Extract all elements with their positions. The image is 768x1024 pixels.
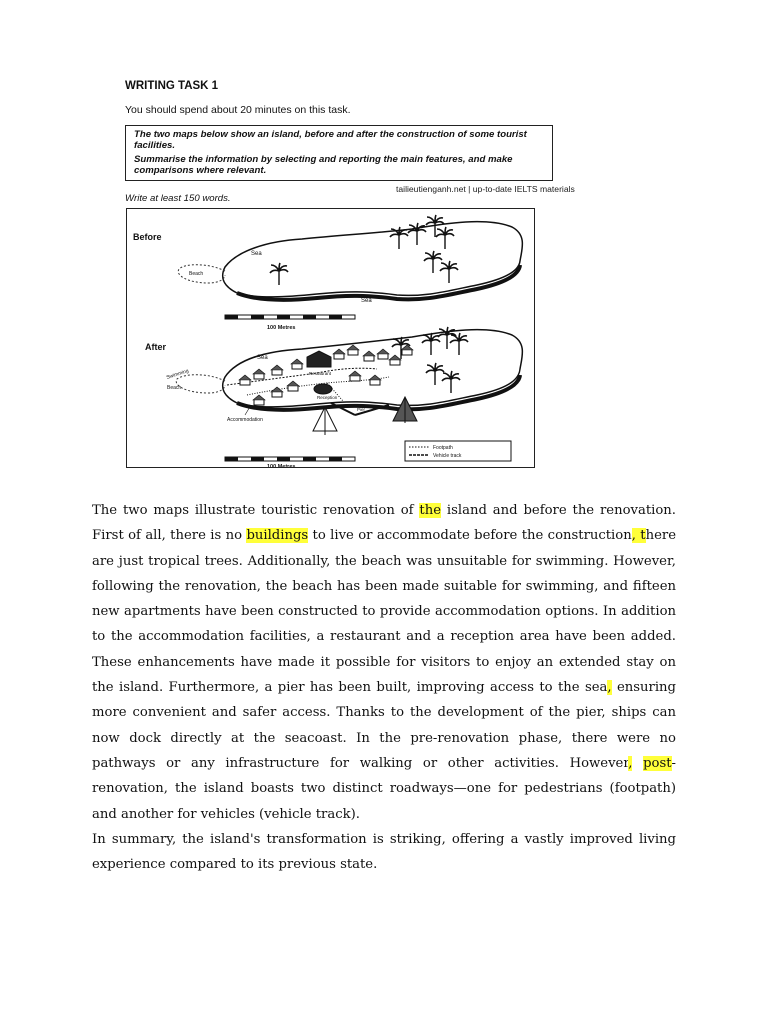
swimming-label: Swimming	[165, 368, 190, 381]
after-beach-label: Beach	[167, 385, 182, 391]
reception-label: Reception	[317, 395, 338, 400]
before-scale-bar	[225, 315, 355, 331]
essay-text: The two maps illustrate touristic renovation of	[92, 503, 420, 518]
essay-paragraph-2: In summary, the island's transformation is striking, offering a vastly improved living experience compared to its previous state.	[92, 831, 676, 873]
word-count-instruction: Write at least 150 words.	[125, 193, 231, 204]
source-watermark: tailieutienganh.net | up-to-date IELTS materials	[396, 184, 575, 194]
before-beach-label: Beach	[189, 271, 204, 277]
before-scale-label: 100 Metres	[267, 325, 296, 331]
before-island	[223, 222, 523, 300]
accommodation-label: Accommodation	[227, 417, 263, 423]
before-sea-label-bottom: Sea	[361, 298, 372, 304]
before-map-label: Before	[133, 232, 162, 242]
prompt-instruction: Summarise the information by selecting and reporting the main features, and make comparisons where relevant.	[134, 154, 513, 176]
restaurant-label: Restaurant	[309, 371, 332, 376]
highlighted-word: buildings	[246, 528, 309, 544]
legend-vehicle-track: Vehicle track	[433, 453, 462, 459]
after-scale-label: 100 Metres	[267, 464, 296, 469]
after-sea-label: Sea	[257, 355, 268, 361]
essay-text: to live or accommodate before the construction	[308, 528, 632, 544]
task-time-instruction: You should spend about 20 minutes on this task.	[125, 104, 351, 116]
highlighted-punctuation: ,	[607, 680, 612, 696]
legend-footpath: Footpath	[433, 445, 453, 451]
highlighted-word: the	[419, 503, 442, 518]
prompt-description: The two maps below show an island, before and after the construction of some tourist facilities.	[134, 129, 527, 151]
before-sea-label-top: Sea	[251, 251, 262, 257]
map-legend	[405, 441, 511, 461]
essay-text: -renovation, the island boasts two distinct roadways—one for pedestrians (footpath) and another for vehicles (vehicle track).	[92, 755, 676, 822]
essay-body	[92, 498, 676, 877]
highlighted-punctuation: , t	[631, 528, 646, 544]
highlighted-word: post	[643, 755, 672, 771]
essay-text: here are just tropical trees. Additionally, the beach was unsuitable for swimming. However, following the renovation, the beach has been made suitable for swimming, and fifteen new apartments have been constructed to provide accommodation options. In addition to the accommodation facilities, a restaurant and a reception area have been added. These enhancements have made it possible for visitors to enjoy an extended stay on the island. Furthermore, a pier has been built, improving access to the sea	[92, 528, 676, 696]
essay-text: ensuring more convenient and safer access. Thanks to the development of the pier, ships can now dock directly at the seacoast. In the pre-renovation phase, there were no pathways or any infrastructure for walking or other activities. However	[92, 680, 676, 771]
island-maps-figure	[126, 208, 535, 468]
essay-text: island and before the renovation. First of all, there is no	[92, 503, 676, 544]
island-maps-drawing	[127, 209, 535, 468]
after-beach-outline	[176, 375, 225, 393]
after-island	[223, 330, 523, 410]
after-map-label: After	[145, 342, 167, 352]
task-title: WRITING TASK 1	[125, 80, 219, 92]
task-prompt-box	[125, 125, 553, 181]
after-scale-bar	[225, 457, 355, 468]
pier-label: Pier	[357, 407, 366, 412]
highlighted-punctuation: ,	[628, 755, 633, 771]
essay-text	[632, 756, 643, 771]
essay-paragraph-1	[92, 498, 676, 827]
